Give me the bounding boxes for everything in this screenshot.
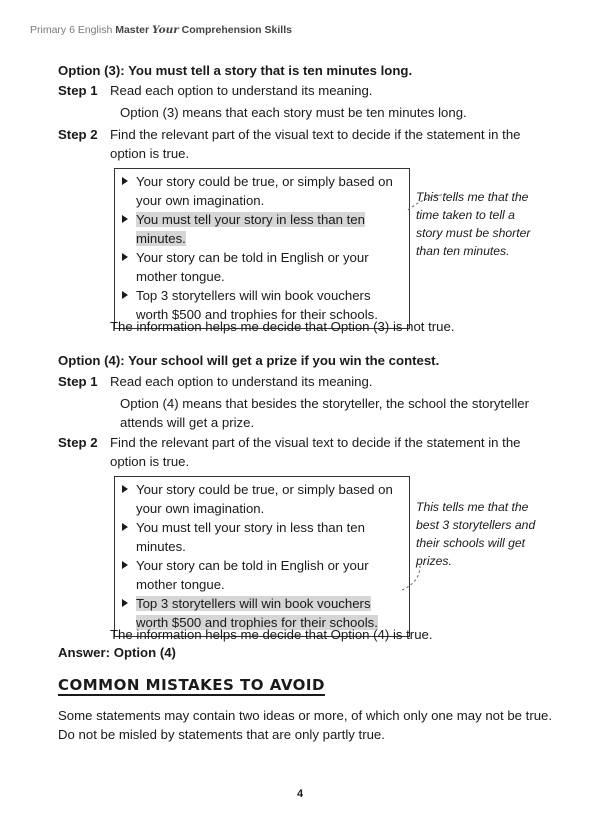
common-mistakes-title: COMMON MISTAKES TO AVOID (58, 676, 325, 694)
option3-connector-line (408, 194, 448, 210)
option3-highlight: You must tell your story in less than ten minutes. (136, 212, 365, 246)
option3-title: Option (3): You must tell a story that is ten minutes long. (58, 63, 413, 78)
option3-bullet-3: Your story can be told in English or your mother tongue. (121, 248, 403, 286)
option4-answer: Answer: Option (4) (58, 645, 176, 660)
option4-step1-text: Read each option to understand its meaning. (110, 374, 373, 389)
option4-bullet-3: Your story can be told in English or your mother tongue. (121, 556, 403, 594)
option3-step1-label: Step 1 (58, 83, 98, 98)
option4-conclusion: The information helps me decide that Option (4) is true. (110, 627, 433, 642)
option3-step1-text: Read each option to understand its meaning. (110, 83, 373, 98)
option3-margin-note: This tells me that the time taken to tell a story must be shorter than ten minutes. (416, 190, 531, 258)
option4-step1-detail: Option (4) means that besides the storyteller, the school the storyteller attends will get a prize. (120, 396, 530, 430)
header-suffix: Comprehension Skills (181, 24, 292, 36)
option4-title: Option (4): Your school will get a prize if you win the contest. (58, 353, 440, 368)
option3-bullet-1: Your story could be true, or simply based on your own imagination. (121, 172, 403, 210)
header-master: Master (115, 24, 150, 36)
page-number: 4 (296, 788, 304, 800)
header-prefix: Primary 6 English (30, 24, 113, 36)
common-mistakes-body: Some statements may contain two ideas or more, of which only one may not be true. Do not be misled by statements that are only partly true. (58, 708, 553, 742)
option4-bullet-1: Your story could be true, or simply based on your own imagination. (121, 480, 403, 518)
header-your: Your (151, 24, 179, 36)
option3-conclusion: The information helps me decide that Option (3) is not true. (110, 319, 455, 334)
option4-bullet-2: You must tell your story in less than ten minutes. (121, 518, 403, 556)
option4-step2-label: Step 2 (58, 435, 98, 450)
option3-step2-text: Find the relevant part of the visual text to decide if the statement in the option is true. (110, 127, 521, 161)
option4-highlight: Top 3 storytellers will win book vouchers worth $500 and trophies for their schools. (136, 596, 378, 630)
option4-step2-text: Find the relevant part of the visual text to decide if the statement in the option is true. (110, 435, 521, 469)
option3-bullet-4: Top 3 storytellers will win book vouchers worth $500 and trophies for their schools. (121, 286, 403, 324)
option4-step1-label: Step 1 (58, 374, 98, 389)
option4-margin-note: This tells me that the best 3 storytellers and their schools will get prizes. (416, 500, 536, 568)
option4-connector-line (402, 566, 420, 590)
option3-step1-detail: Option (3) means that each story must be ten minutes long. (120, 105, 467, 120)
option3-step2-label: Step 2 (58, 127, 98, 142)
